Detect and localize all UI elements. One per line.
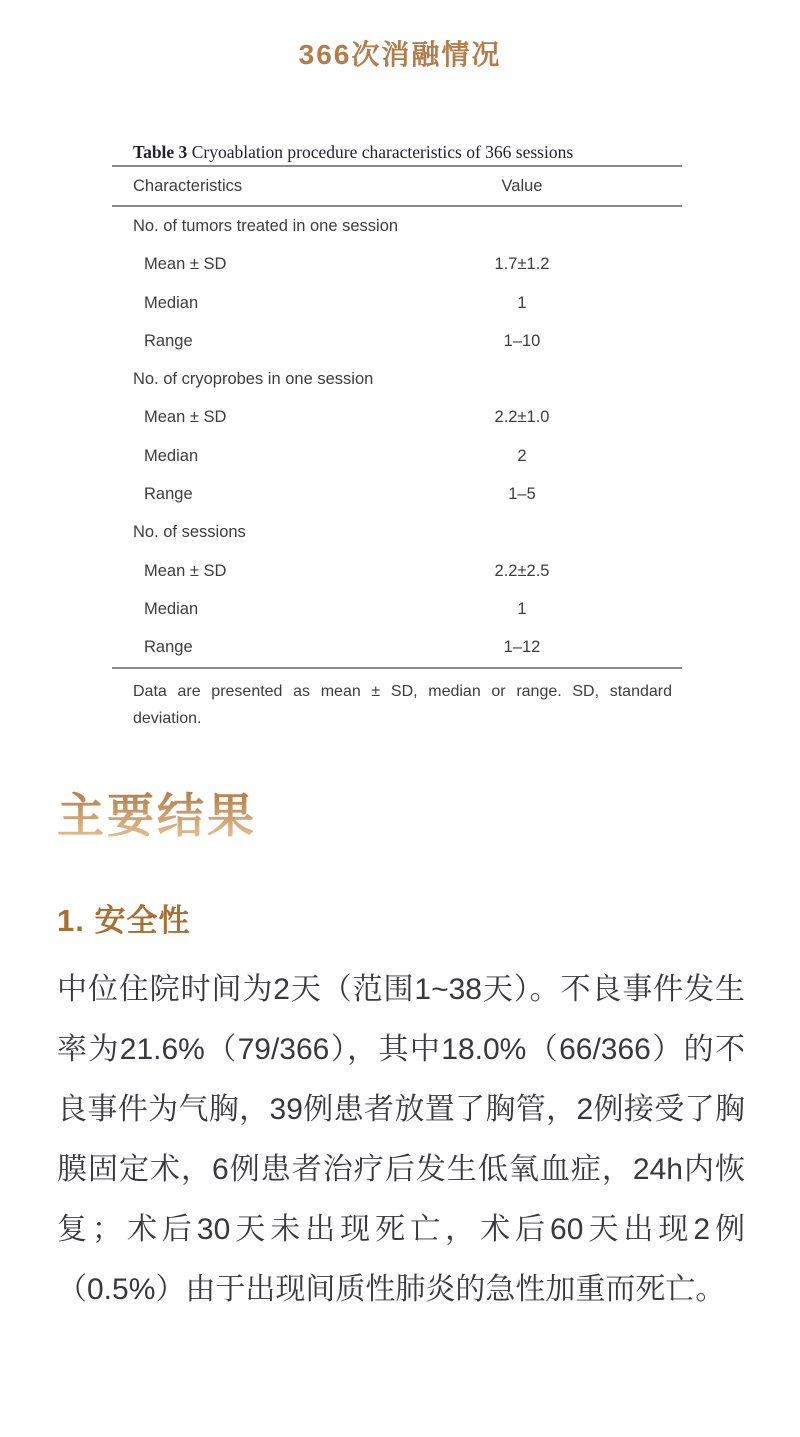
row-label: Mean ± SD xyxy=(144,255,227,274)
row-label: Range xyxy=(144,638,193,657)
table-row xyxy=(112,399,682,437)
row-value: 2.2±1.0 xyxy=(494,408,550,427)
table-row xyxy=(112,284,682,322)
row-label: Median xyxy=(144,446,199,465)
row-label: Median xyxy=(144,599,199,618)
row-value: 1 xyxy=(517,293,527,312)
row-value: 2.2±2.5 xyxy=(494,561,550,580)
column-header-value: Value xyxy=(501,176,543,195)
row-label: Mean ± SD xyxy=(144,408,227,427)
table-row xyxy=(112,437,682,475)
table-group-row xyxy=(112,514,682,552)
row-label: Median xyxy=(144,293,199,312)
row-value: 1 xyxy=(517,599,527,618)
table-row xyxy=(112,590,682,628)
safety-paragraph: 中位住院时间为2天（范围1~38天）。不良事件发生率为21.6%（79/366），其中18.0%（66/366）的不良事件为气胸，39例患者放置了胸管，2例接受了胸膜固定术，6例患者治疗后发生低氧血症，24h内恢复；术后30天未出现死亡，术后60天出现2例（0.5%）由于出现间质性肺炎的急性加重而死亡。 xyxy=(57,972,745,1306)
table-row xyxy=(112,552,682,590)
table-caption xyxy=(112,139,682,165)
group-label: No. of tumors treated in one session xyxy=(133,216,399,235)
page-title: 366次消融情况 xyxy=(298,39,502,70)
table-caption-label: Table 3 xyxy=(133,142,188,162)
table-group-row xyxy=(112,360,682,398)
section-heading-main-results: 主要结果 xyxy=(57,788,745,847)
row-label: Mean ± SD xyxy=(144,561,227,580)
table-group-row xyxy=(112,207,682,245)
table-row xyxy=(112,246,682,284)
row-value: 1–5 xyxy=(508,485,536,504)
row-value: 1–10 xyxy=(503,331,541,350)
table-footnote: Data are presented as mean ± SD, median or range. SD, standard deviation. xyxy=(133,682,672,727)
row-value: 1.7±1.2 xyxy=(494,255,550,274)
table-row xyxy=(112,475,682,513)
section-subheading-safety: 1. 安全性 xyxy=(57,902,191,938)
row-value: 1–12 xyxy=(503,638,541,657)
column-header-characteristics: Characteristics xyxy=(133,176,243,195)
table-header-row xyxy=(112,167,682,205)
table-row xyxy=(112,629,682,667)
row-label: Range xyxy=(144,331,193,350)
row-value: 2 xyxy=(517,446,527,465)
table-caption-text: Cryoablation procedure characteristics of 366 sessions xyxy=(187,142,574,162)
table-figure xyxy=(112,139,682,732)
group-label: No. of sessions xyxy=(133,523,246,542)
group-label: No. of cryoprobes in one session xyxy=(133,370,374,389)
row-label: Range xyxy=(144,485,193,504)
table-row xyxy=(112,322,682,360)
